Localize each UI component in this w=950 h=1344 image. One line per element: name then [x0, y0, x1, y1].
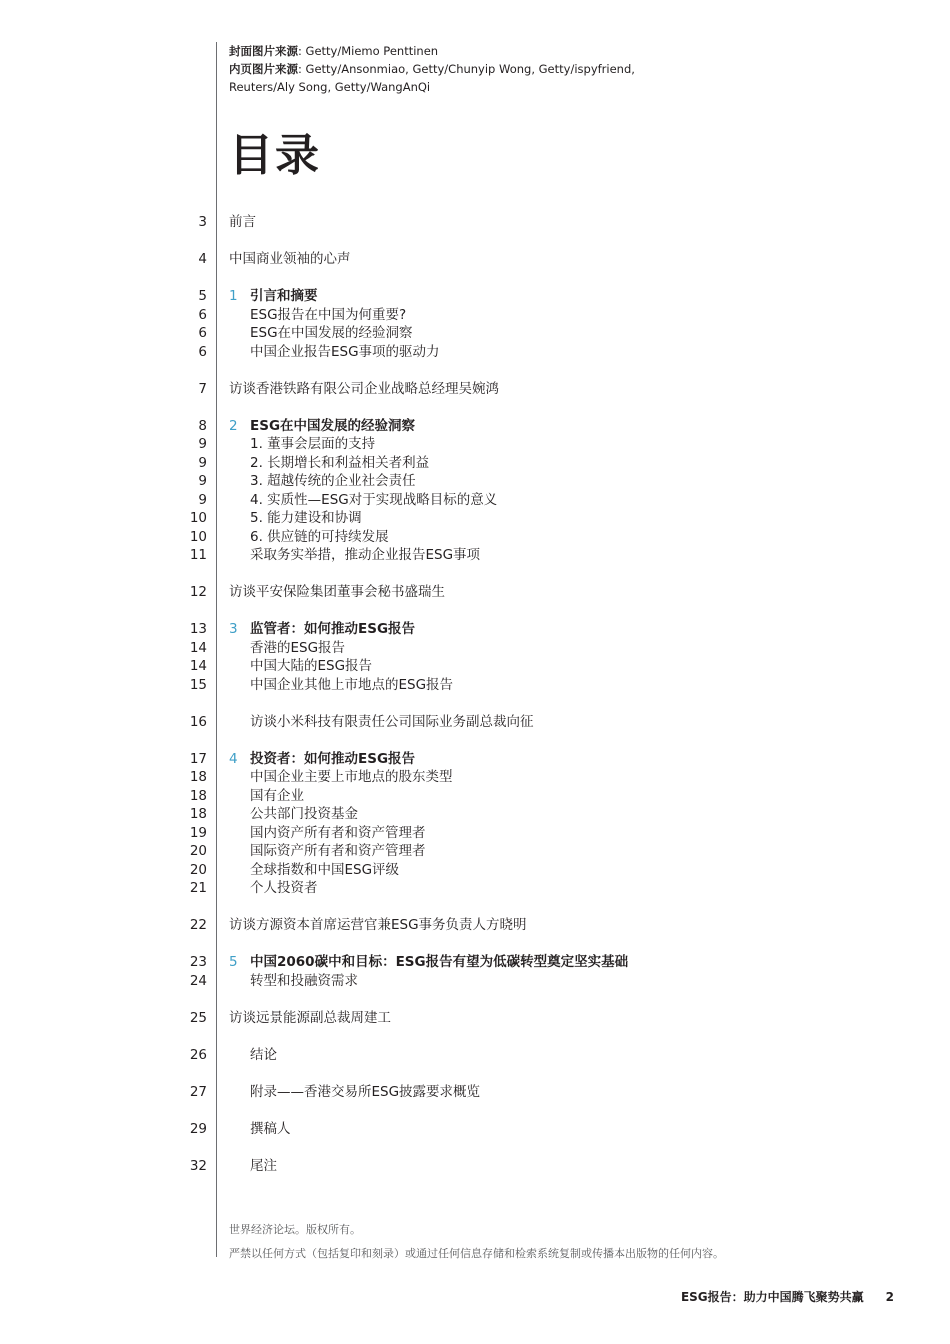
toc-group [0, 250, 950, 269]
chapter-title: 中国2060碳中和目标：ESG报告有望为低碳转型奠定坚实基础 [250, 954, 629, 970]
toc-page-number: 7 [198, 380, 207, 397]
toc-entry[interactable] [0, 861, 950, 880]
cover-credit-label: 封面图片来源 [229, 44, 298, 58]
toc-page-number: 12 [189, 584, 207, 600]
toc-page-number: 13 [189, 621, 207, 637]
toc-group [0, 1046, 950, 1065]
toc-entry[interactable] [0, 454, 950, 473]
toc-group [0, 1120, 950, 1139]
inner-credit-label: 内页图片来源 [229, 62, 298, 76]
toc-group [0, 1009, 950, 1028]
toc-entry-title: 香港的ESG报告 [250, 639, 346, 656]
toc-entry-title: 5. 能力建设和协调 [250, 510, 362, 526]
toc-page-number: 25 [189, 1009, 207, 1026]
toc-entry[interactable] [0, 1120, 950, 1139]
toc-entry[interactable] [0, 435, 950, 454]
toc-entry[interactable] [0, 657, 950, 676]
toc-entry[interactable] [0, 750, 950, 769]
page-footer [681, 1288, 894, 1305]
toc-page-number: 24 [189, 972, 207, 989]
toc-group [0, 713, 950, 732]
toc-entry-title: 3. 超越传统的企业社会责任 [250, 473, 416, 489]
toc-page-number: 11 [189, 547, 207, 563]
toc-entry-title: 采取务实举措，推动企业报告ESG事项 [250, 547, 481, 563]
toc-entry-title: 前言 [229, 214, 256, 230]
toc-entry-title: 公共部门投资基金 [250, 806, 358, 822]
toc-group [0, 620, 950, 694]
toc-entry[interactable] [0, 713, 950, 732]
toc-entry-title: 访谈方源资本首席运营官兼ESG事务负责人方晓明 [229, 917, 527, 933]
toc-page-number: 20 [189, 843, 207, 859]
running-title: ESG报告：助力中国腾飞聚势共赢 [680, 1290, 864, 1304]
page-number: 2 [885, 1290, 894, 1304]
toc-entry[interactable] [0, 620, 950, 639]
toc-entry-title: ESG报告在中国为何重要? [250, 306, 407, 323]
toc-entry-title: 访谈小米科技有限责任公司国际业务副总裁向征 [250, 713, 534, 730]
toc-page-number: 5 [198, 288, 207, 304]
toc-entry[interactable] [0, 879, 950, 898]
toc-entry-title: 转型和投融资需求 [250, 972, 358, 989]
toc-entry-title: 中国大陆的ESG报告 [250, 658, 373, 674]
toc-page-number: 9 [198, 436, 207, 452]
toc-page-number: 21 [189, 880, 207, 896]
toc-page-number: 23 [189, 954, 207, 970]
page-title: 目录 [229, 130, 321, 181]
toc-page-number: 6 [198, 306, 207, 323]
toc-entry[interactable] [0, 417, 950, 436]
toc-entry[interactable] [0, 509, 950, 528]
toc-entry[interactable] [0, 972, 950, 991]
toc-group [0, 1083, 950, 1102]
toc-page-number: 16 [189, 713, 207, 730]
inner-credit-value-1: : Getty/Ansonmiao, Getty/Chunyip Wong, Getty/ispyfriend, [298, 62, 635, 76]
toc-entry-title: 中国企业报告ESG事项的驱动力 [250, 343, 440, 360]
toc-page-number: 10 [189, 510, 207, 526]
inner-credit [229, 60, 635, 78]
toc-page-number: 15 [189, 676, 207, 693]
toc-entry[interactable] [0, 1157, 950, 1176]
chapter-title: 投资者：如何推动ESG报告 [250, 750, 416, 767]
chapter-title: 监管者：如何推动ESG报告 [250, 621, 416, 637]
chapter-number: 5 [229, 954, 238, 970]
toc-entry[interactable] [0, 491, 950, 510]
toc-entry[interactable] [0, 306, 950, 325]
toc-entry[interactable] [0, 546, 950, 565]
toc-entry-title: 附录——香港交易所ESG披露要求概览 [250, 1083, 481, 1100]
toc-page-number: 27 [189, 1083, 207, 1100]
toc-entry[interactable] [0, 953, 950, 972]
toc-entry-title: 1. 董事会层面的支持 [250, 436, 376, 452]
copyright-notice [229, 1218, 724, 1266]
toc-entry-title: 全球指数和中国ESG评级 [250, 861, 400, 878]
toc-entry-title: 国内资产所有者和资产管理者 [250, 824, 426, 841]
toc-page-number: 9 [198, 473, 207, 489]
toc-group [0, 583, 950, 602]
toc-entry[interactable] [0, 787, 950, 806]
toc-entry[interactable] [0, 380, 950, 399]
toc-entry-title: 国际资产所有者和资产管理者 [250, 843, 426, 859]
toc-page-number: 18 [189, 769, 207, 785]
toc-entry[interactable] [0, 676, 950, 695]
toc-page-number: 6 [198, 343, 207, 360]
toc-entry-title: 撰稿人 [250, 1120, 291, 1137]
toc-entry[interactable] [0, 1083, 950, 1102]
chapter-number: 2 [229, 417, 238, 434]
reproduction-notice: 严禁以任何方式（包括复印和刻录）或通过任何信息存储和检索系统复制或传播本出版物的任何内容。 [229, 1247, 724, 1260]
toc-entry-title: ESG在中国发展的经验洞察 [250, 325, 413, 341]
toc-entry-title: 访谈香港铁路有限公司企业战略总经理吴婉鸿 [229, 380, 499, 397]
toc-page-number: 8 [198, 417, 207, 434]
toc-group [0, 1157, 950, 1176]
chapter-title: 引言和摘要 [250, 288, 318, 304]
toc-page-number: 14 [189, 658, 207, 674]
inner-credit-continued: Reuters/Aly Song, Getty/WangAnQi [229, 80, 431, 94]
cover-credit-value: : Getty/Miemo Penttinen [298, 44, 439, 58]
toc-entry[interactable] [0, 472, 950, 491]
toc-group [0, 417, 950, 565]
chapter-number: 3 [229, 621, 238, 637]
toc-entry[interactable] [0, 1046, 950, 1065]
toc-group [0, 287, 950, 361]
toc-page-number: 6 [198, 325, 207, 341]
toc-entry[interactable] [0, 287, 950, 306]
toc-group [0, 916, 950, 935]
image-credits [229, 42, 635, 96]
chapter-number: 1 [229, 288, 238, 304]
toc-entry[interactable] [0, 213, 950, 232]
toc-entry[interactable] [0, 1009, 950, 1028]
toc-entry[interactable] [0, 343, 950, 362]
cover-credit [229, 42, 635, 60]
toc-entry[interactable] [0, 768, 950, 787]
toc-entry-title: 结论 [250, 1046, 277, 1063]
toc-page-number: 20 [189, 861, 207, 878]
toc-group [0, 953, 950, 990]
toc-group [0, 213, 950, 232]
toc-entry-title: 6. 供应链的可持续发展 [250, 528, 389, 545]
toc-page-number: 10 [189, 528, 207, 545]
toc-entry[interactable] [0, 842, 950, 861]
toc-entry-title: 中国商业领袖的心声 [229, 251, 351, 267]
toc-entry[interactable] [0, 824, 950, 843]
chapter-number: 4 [229, 750, 238, 767]
toc-group [0, 750, 950, 898]
toc-entry-title: 尾注 [250, 1157, 277, 1174]
toc-page-number: 9 [198, 454, 207, 471]
toc-page-number: 26 [189, 1046, 207, 1063]
table-of-contents [0, 213, 950, 1194]
toc-page-number: 19 [189, 824, 207, 841]
copyright-line: 世界经济论坛。版权所有。 [229, 1223, 361, 1236]
toc-entry-title: 2. 长期增长和利益相关者利益 [250, 454, 430, 471]
toc-entry[interactable] [0, 324, 950, 343]
toc-entry-title: 国有企业 [250, 787, 304, 804]
toc-entry-title: 访谈平安保险集团董事会秘书盛瑞生 [229, 584, 445, 600]
toc-entry[interactable] [0, 639, 950, 658]
toc-page-number: 9 [198, 491, 207, 508]
toc-entry-title: 个人投资者 [250, 880, 318, 896]
toc-page-number: 18 [189, 806, 207, 822]
toc-entry-title: 中国企业其他上市地点的ESG报告 [250, 676, 454, 693]
toc-entry[interactable] [0, 250, 950, 269]
toc-entry[interactable] [0, 528, 950, 547]
toc-page-number: 17 [189, 750, 207, 767]
toc-page-number: 18 [189, 787, 207, 804]
toc-entry[interactable] [0, 916, 950, 935]
toc-page-number: 32 [189, 1157, 207, 1174]
toc-entry-title: 访谈远景能源副总裁周建工 [229, 1009, 391, 1026]
toc-entry-title: 4. 实质性—ESG对于实现战略目标的意义 [250, 491, 498, 508]
toc-page-number: 29 [189, 1120, 207, 1137]
toc-entry[interactable] [0, 583, 950, 602]
toc-page-number: 22 [189, 917, 207, 933]
toc-page-number: 4 [198, 251, 207, 267]
toc-entry[interactable] [0, 805, 950, 824]
chapter-title: ESG在中国发展的经验洞察 [250, 417, 416, 434]
toc-page-number: 3 [198, 214, 207, 230]
toc-group [0, 380, 950, 399]
toc-page-number: 14 [189, 639, 207, 656]
toc-entry-title: 中国企业主要上市地点的股东类型 [250, 769, 453, 785]
